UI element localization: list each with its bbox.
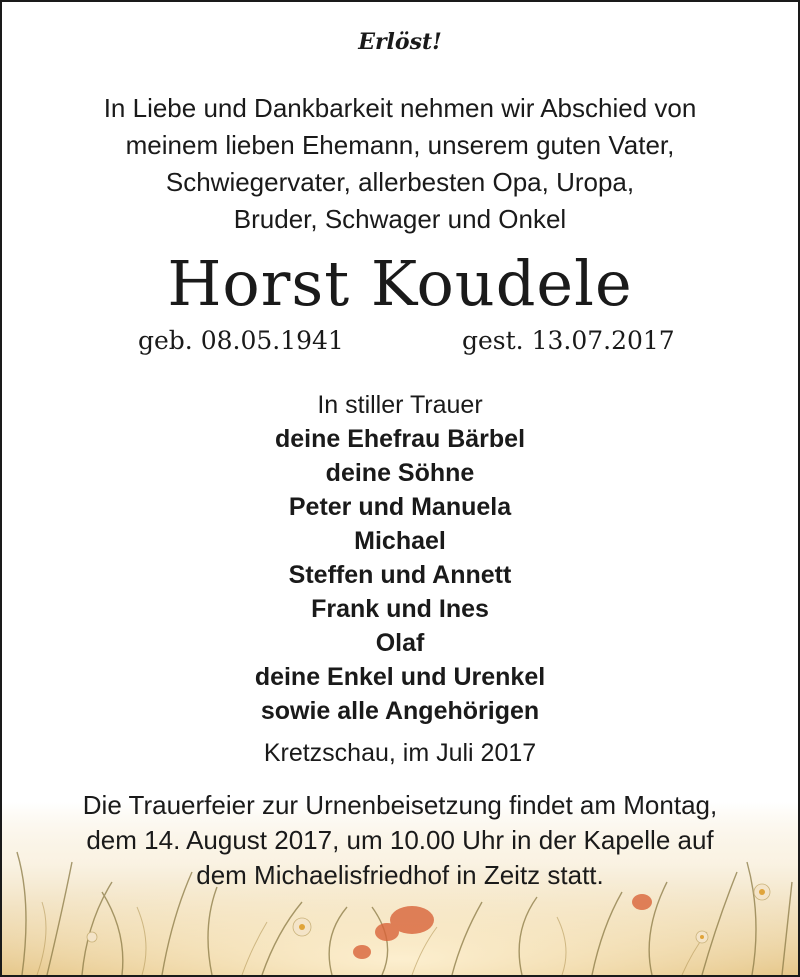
intro-line: meinem lieben Ehemann, unserem guten Vater, xyxy=(125,130,675,160)
mourning-intro: In stiller Trauer xyxy=(317,391,483,419)
funeral-announcement xyxy=(2,788,798,893)
mourner-line: Peter und Manuela xyxy=(288,493,512,521)
mourner-line: Michael xyxy=(354,527,446,555)
intro-text xyxy=(2,90,798,238)
intro-line: Bruder, Schwager und Onkel xyxy=(233,204,567,234)
funeral-line: dem 14. August 2017, um 10.00 Uhr in der Kapelle auf xyxy=(86,825,714,855)
mourner-line: Olaf xyxy=(375,629,425,657)
mourner-line: Steffen und Annett xyxy=(288,561,512,589)
deceased-name: Horst Koudele xyxy=(167,247,633,320)
mourner-line: deine Enkel und Urenkel xyxy=(254,663,546,691)
mourner-line: deine Söhne xyxy=(325,459,475,487)
birth-date: geb. 08.05.1941 xyxy=(138,326,344,355)
intro-line: Schwiegervater, allerbesten Opa, Uropa, xyxy=(165,167,635,197)
intro-line: In Liebe und Dankbarkeit nehmen wir Abschied von xyxy=(103,93,697,123)
notice-heading: Erlöst! xyxy=(358,29,442,55)
mourners-list xyxy=(2,422,798,728)
mourner-line: deine Ehefrau Bärbel xyxy=(274,425,526,453)
mourner-line: sowie alle Angehörigen xyxy=(260,697,540,725)
death-date: gest. 13.07.2017 xyxy=(462,326,675,355)
funeral-line: dem Michaelisfriedhof in Zeitz statt. xyxy=(196,860,604,890)
place-and-date: Kretzschau, im Juli 2017 xyxy=(263,739,537,767)
mourner-line: Frank und Ines xyxy=(311,595,489,623)
funeral-line: Die Trauerfeier zur Urnenbeisetzung findet am Montag, xyxy=(82,790,718,820)
